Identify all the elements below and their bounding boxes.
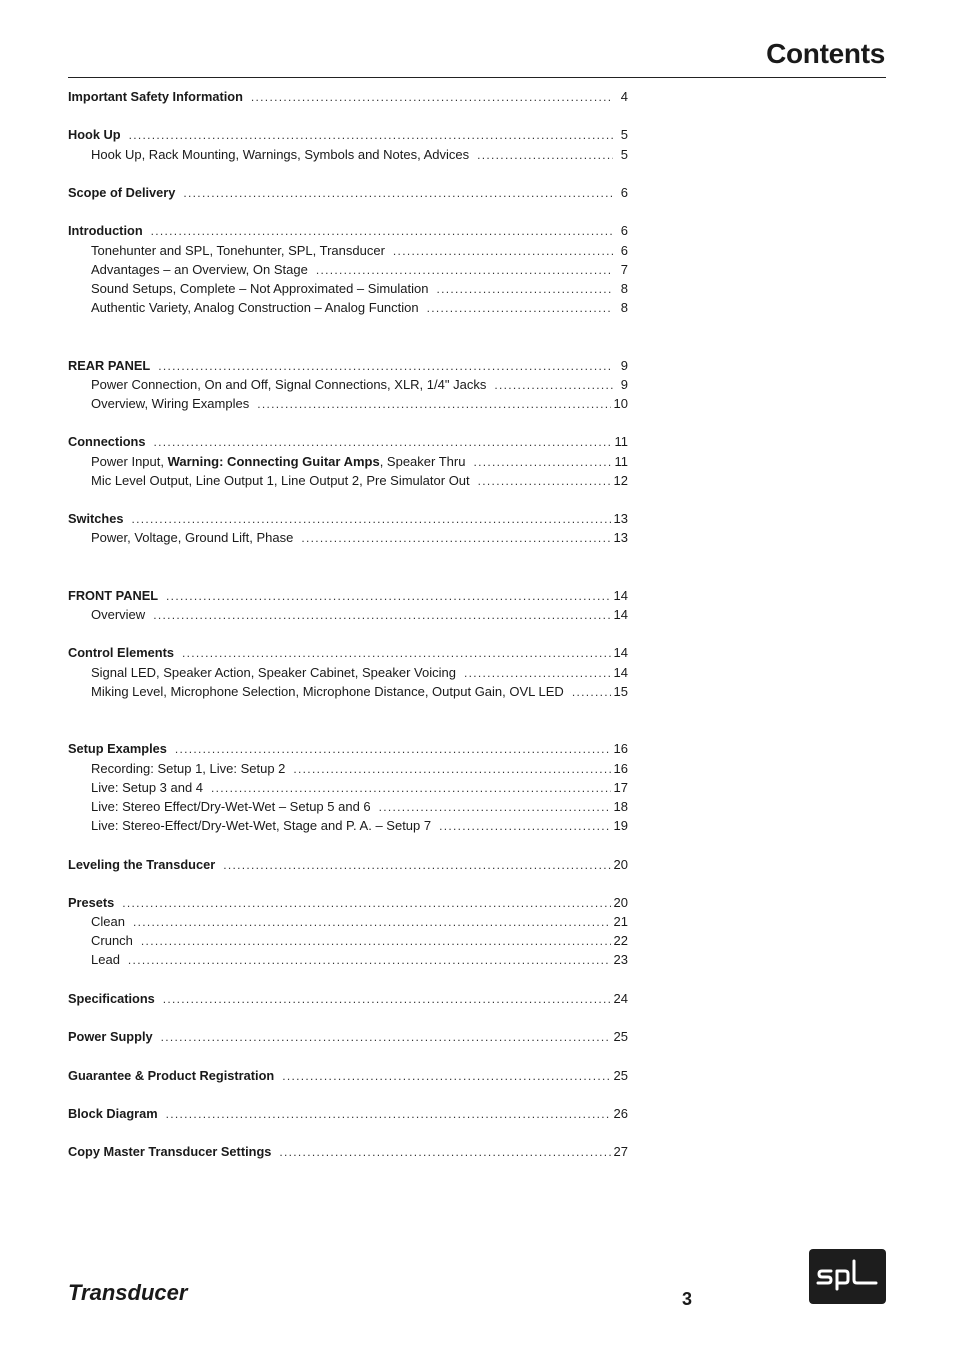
spl-logo	[809, 1249, 886, 1304]
leader-dots	[129, 126, 613, 145]
toc-entry-copy-master[interactable]	[68, 1142, 628, 1161]
toc-label: Sound Setups, Complete – Not Approximated – Simulation	[91, 280, 429, 296]
leader-dots	[175, 740, 611, 759]
toc-subentry[interactable]	[68, 241, 628, 260]
toc-subentry[interactable]	[68, 394, 628, 413]
toc-label: Hook Up, Rack Mounting, Warnings, Symbols and Notes, Advices	[91, 146, 470, 162]
leader-dots	[427, 299, 613, 318]
leader-dots	[393, 242, 613, 261]
toc-page: 12	[613, 472, 628, 488]
leader-dots	[494, 376, 613, 395]
toc-page: 9	[620, 376, 628, 392]
toc-entry-front-panel[interactable]	[68, 586, 628, 605]
leader-dots	[133, 913, 611, 932]
toc-page: 11	[614, 453, 628, 469]
toc-subentry[interactable]	[68, 528, 628, 547]
toc-page: 10	[613, 396, 628, 412]
toc-page: 27	[613, 1144, 628, 1160]
toc-label: Advantages – an Overview, On Stage	[91, 261, 308, 277]
toc-label: Copy Master Transducer Settings	[68, 1144, 272, 1160]
toc-subentry[interactable]	[68, 605, 628, 624]
toc-label: Introduction	[68, 223, 143, 239]
leader-dots	[473, 453, 611, 472]
toc-label: Scope of Delivery	[68, 184, 176, 200]
toc-entry-scope[interactable]	[68, 183, 628, 202]
leader-dots	[163, 990, 611, 1009]
toc-entry-presets[interactable]	[68, 893, 628, 912]
toc-subentry[interactable]	[68, 452, 628, 471]
leader-dots	[161, 1028, 611, 1047]
toc-page: 8	[620, 280, 628, 296]
toc-page: 13	[613, 511, 628, 527]
warning-label: Warning: Connecting Guitar Amps	[167, 453, 380, 469]
toc-page: 22	[613, 933, 628, 949]
toc-label: Crunch	[91, 933, 133, 949]
leader-dots	[282, 1067, 610, 1086]
toc-entry-switches[interactable]	[68, 509, 628, 528]
toc-label: Hook Up	[68, 127, 121, 143]
leader-dots	[211, 779, 611, 798]
leader-dots	[166, 587, 610, 606]
toc-page: 24	[613, 990, 628, 1006]
toc-label: Live: Stereo Effect/Dry-Wet-Wet – Setup 5 and 6	[91, 798, 371, 814]
toc-page: 23	[613, 952, 628, 968]
toc-page: 14	[613, 645, 628, 661]
leader-dots	[154, 433, 612, 452]
leader-dots	[128, 951, 611, 970]
toc-subentry[interactable]	[68, 145, 628, 164]
toc-page: 25	[613, 1067, 628, 1083]
toc-entry-block-diagram[interactable]	[68, 1104, 628, 1123]
toc-label: Lead	[91, 952, 120, 968]
toc-subentry[interactable]	[68, 797, 628, 816]
toc-label: Switches	[68, 511, 124, 527]
toc-label: Recording: Setup 1, Live: Setup 2	[91, 760, 286, 776]
toc-page: 20	[613, 856, 628, 872]
toc-label: Power Connection, On and Off, Signal Connections, XLR, 1/4" Jacks	[91, 376, 487, 392]
toc-page: 6	[620, 242, 628, 258]
toc-label: Specifications	[68, 990, 155, 1006]
toc-entry-safety[interactable]	[68, 87, 628, 106]
toc-page: 15	[613, 683, 628, 699]
leader-dots	[151, 222, 613, 241]
leader-dots	[251, 88, 613, 107]
toc-label-part: Power Input,	[91, 453, 168, 469]
toc-label: Overview, Wiring Examples	[91, 396, 250, 412]
toc-page: 25	[613, 1029, 628, 1045]
leader-dots	[122, 894, 610, 913]
toc-subentry[interactable]	[68, 279, 628, 298]
toc-subentry[interactable]	[68, 759, 628, 778]
table-of-contents	[68, 87, 628, 1162]
toc-entry-setup-examples[interactable]	[68, 739, 628, 758]
leader-dots	[223, 856, 610, 875]
toc-label: Authentic Variety, Analog Construction – Analog Function	[91, 300, 419, 316]
leader-dots	[257, 395, 610, 414]
leader-dots	[478, 472, 611, 491]
toc-page: 14	[613, 664, 628, 680]
toc-subentry[interactable]	[68, 950, 628, 969]
header-rule	[68, 77, 886, 78]
toc-entry-hook-up[interactable]	[68, 125, 628, 144]
toc-subentry[interactable]	[68, 778, 628, 797]
toc-page: 7	[620, 261, 628, 277]
toc-entry-power-supply[interactable]	[68, 1027, 628, 1046]
leader-dots	[153, 606, 610, 625]
leader-dots	[464, 664, 611, 683]
toc-page: 14	[613, 607, 628, 623]
toc-entry-connections[interactable]	[68, 432, 628, 451]
toc-label: Guarantee & Product Registration	[68, 1067, 275, 1083]
leader-dots	[316, 261, 613, 280]
toc-subentry[interactable]	[68, 931, 628, 950]
leader-dots	[158, 357, 613, 376]
toc-page: 6	[620, 223, 628, 239]
toc-label: Setup Examples	[68, 741, 167, 757]
toc-page: 4	[620, 89, 628, 104]
toc-page: 5	[620, 146, 628, 162]
toc-label: REAR PANEL	[68, 357, 151, 373]
toc-label: Tonehunter and SPL, Tonehunter, SPL, Transducer	[91, 242, 385, 258]
toc-label: Block Diagram	[68, 1105, 158, 1121]
toc-subentry[interactable]	[68, 471, 628, 490]
toc-page: 14	[613, 587, 628, 603]
leader-dots	[279, 1143, 610, 1162]
leader-dots	[379, 798, 611, 817]
spl-logo-mark	[809, 1249, 886, 1304]
toc-page: 6	[620, 184, 628, 200]
toc-subentry[interactable]	[68, 260, 628, 279]
toc-label: Miking Level, Microphone Selection, Microphone Distance, Output Gain, OVL LED	[91, 683, 564, 699]
leader-dots	[141, 932, 611, 951]
toc-label: Live: Stereo-Effect/Dry-Wet-Wet, Stage and P. A. – Setup 7	[91, 818, 432, 834]
toc-page: 21	[613, 914, 628, 930]
toc-page: 18	[613, 798, 628, 814]
toc-subentry[interactable]	[68, 912, 628, 931]
toc-label: Clean	[91, 914, 125, 930]
toc-label: Leveling the Transducer	[68, 856, 216, 872]
toc-entry-control-elements[interactable]	[68, 643, 628, 662]
toc-page: 9	[620, 357, 628, 373]
toc-page: 16	[613, 741, 628, 757]
leader-dots	[182, 644, 611, 663]
toc-entry-introduction[interactable]	[68, 221, 628, 240]
leader-dots	[293, 760, 610, 779]
leader-dots	[183, 184, 613, 203]
toc-page: 16	[613, 760, 628, 776]
toc-label: Connections	[68, 434, 146, 450]
leader-dots	[439, 817, 610, 836]
toc-subentry[interactable]	[68, 682, 628, 701]
toc-page: 20	[613, 894, 628, 910]
toc-page: 26	[613, 1105, 628, 1121]
leader-dots	[131, 510, 610, 529]
toc-page: 19	[613, 818, 628, 834]
leader-dots	[572, 683, 611, 702]
toc-subentry[interactable]	[68, 298, 628, 317]
toc-subentry[interactable]	[68, 663, 628, 682]
toc-page: 11	[614, 434, 628, 450]
toc-label: Power, Voltage, Ground Lift, Phase	[91, 530, 294, 546]
leader-dots	[436, 280, 613, 299]
page-title: Contents	[766, 38, 885, 69]
toc-label: Power Supply	[68, 1029, 153, 1045]
toc-page: 13	[613, 530, 628, 546]
toc-page: 17	[613, 779, 628, 795]
toc-page: 5	[620, 127, 628, 143]
toc-entry-leveling[interactable]	[68, 855, 628, 874]
toc-label: Important Safety Information	[68, 89, 243, 104]
toc-label: Mic Level Output, Line Output 1, Line Output 2, Pre Simulator Out	[91, 472, 470, 488]
toc-entry-guarantee[interactable]	[68, 1066, 628, 1085]
page-number: 3	[682, 1289, 693, 1309]
toc-label: Signal LED, Speaker Action, Speaker Cabinet, Speaker Voicing	[91, 664, 456, 680]
toc-entry-specifications[interactable]	[68, 989, 628, 1008]
toc-label: Live: Setup 3 and 4	[91, 779, 204, 795]
product-name: Transducer	[68, 1280, 188, 1305]
toc-label: Presets	[68, 894, 115, 910]
leader-dots	[166, 1105, 611, 1124]
toc-label: Overview	[91, 607, 146, 623]
leader-dots	[477, 146, 613, 165]
toc-label-part: , Speaker Thru	[379, 453, 466, 469]
toc-subentry[interactable]	[68, 375, 628, 394]
leader-dots	[301, 529, 610, 548]
toc-page: 8	[620, 300, 628, 316]
toc-label	[91, 452, 473, 471]
toc-subentry[interactable]	[68, 816, 628, 835]
toc-entry-rear-panel[interactable]	[68, 356, 628, 375]
toc-label: FRONT PANEL	[68, 587, 159, 603]
toc-label: Control Elements	[68, 645, 174, 661]
